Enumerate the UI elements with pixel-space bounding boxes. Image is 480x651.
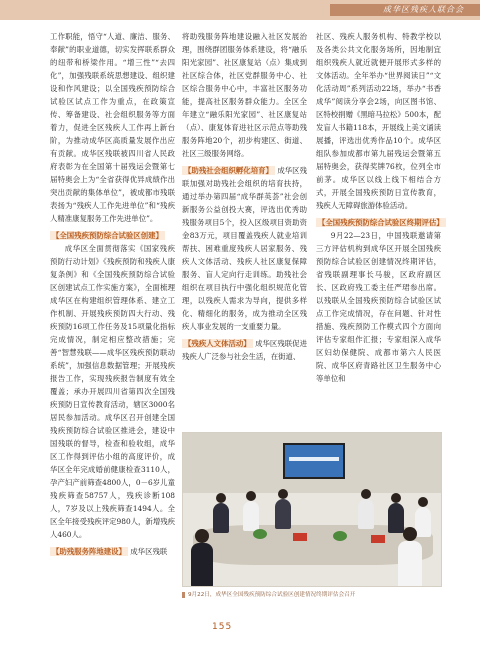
paragraph: 成华区全面贯彻落实《国家残疾预防行动计划》《残疾预防和残疾人康复条例》和《全国残疾预防综合试验区创建试点工作实施方案》，全面梳理成华区在构建组织管理体系、建立工作机制、开展残疾预防四大行动、残疾预防16项工作任务及15项量化指标完成情况，制定相应整改措施；完善“智慧残联——成华区残疾预防联动系统”，加强信息数据管理；开展残疾报告工作，实现残疾报告制度有效全覆盖；承办开展四川省第四次全国残疾预防日宣传教育活动，辖区3000名居民参加活动。成华区召开创建全国残疾预防综合试验区推进会，建设中国残联的督导，检查和验收组，成华区工作得到评估小组的高度评价，成华区全年完成婚前健康检查3110人，孕产妇产前筛查4800人，0－6岁儿童残疾筛查58757人，残疾诊断108人，7岁及以上残疾筛查1494人。全区全年接受残疾评定980人，新增残疾人460人。 — [50, 244, 175, 539]
projection-screen — [283, 443, 345, 479]
paragraph: 将助残服务阵地建设融入社区发展治理，围绕群团服务体系建设，将“融乐阳光家园”、社区康复站（点）集成到社区综合体，社区党群服务中心、社区综合服务中心中，丰富社区服务功能，提高社区服务群众能力。全区全年建立“融乐阳光家园”、社区康复站（点）、康复体育进社区示范点等助残服务阵地20个，初步构建区、街道、社区三级服务网络。 — [182, 32, 307, 158]
page-number: 155 — [212, 622, 233, 632]
column-1 — [50, 30, 175, 558]
paragraph: 9月22—23日，中国残联邀请第三方评估机构到成华区开展全国残疾预防综合试验区创建情况终期评估，省残联副理事长马骏，区政府副区长、区政府残工委主任严珺参出席。以残联从全国残疾预防综合试验区试点工作完成情况，存在问题、针对性措施、残疾预防工作模式四个方面向评估专家组作汇报；专家组深入成华区妇幼保健院、成都市第六人民医院、成华区府青路社区卫生服务中心等单位和 — [316, 231, 441, 383]
meeting-photo — [182, 432, 442, 587]
section-heading: 【助残服务阵地建设】 — [52, 547, 126, 556]
photo-caption: 9月22日，成华区全国残疾预防综合试验区创建情况终期评估会召开 — [182, 590, 442, 598]
paragraph: 社区、残疾人服务机构、特教学校以及各类公共文化服务场所，因地制宜组织残疾人就近就便开展形式多样的文体活动。全年举办“世界阅读日”“文化活动周”系列活动22场，举办“书香成华”阅读分享会2场，向区图书馆、区特校捐赠《黑暗马拉松》500本，配发盲人书籍118本，开展线上美文诵读展播，评选出优秀作品10个。成华区组队参加成都市第九届残运会暨第五届特奥会，获得奖牌76枚，位列全市前茅。成华区以线上线下相结合方式，开展全国残疾预防日宣传教育，残疾人无障碍旅游体验活动。 — [316, 32, 441, 210]
section-heading: 【残疾人文体活动】 — [184, 339, 251, 348]
header-band — [0, 0, 480, 20]
paragraph: 成华区残联 — [130, 547, 168, 556]
paragraph: 成华区残联加强对助残社会组织的培育扶持，通过举办第四届“成华群英荟”社会创新服务公益创投大赛，评选出优秀助残服务项目5个，投入区级项目资助资金83万元，项目覆盖残疾人就业培训帮扶、困难重度残疾人居家服务、残疾人文体活动、残疾人社区康复保障服务、盲人定向行走训练。助残社会组织在项目执行中强化组织规范化管理，以残疾人需求为导向，提供多样化、精细化的服务，成为推动全区残疾人事业发展的一支重要力量。 — [182, 166, 307, 331]
section-heading: 【全国残疾预防综合试验区创建】 — [52, 231, 163, 240]
section-heading: 【全国残疾预防综合试验区终期评估】 — [318, 218, 444, 227]
section-heading: 【助残社会组织孵化培育】 — [184, 166, 273, 175]
paragraph: 工作职能，悟守“人道、廉洁、服务、奉献”的职业道德，切实发挥联系群众的纽带和桥梁作用。“增三性”“去四化”，加强残联系统思想建设、组织建设和作风建设；以全国残疾预防综合试验区试点工作为重点，在政策宣传、筹备建设、社会组织服务等方面着力，促进全区残疾人工作再上新台阶，为推动成华区高质量发展作出应有贡献。成华区残联被四川省人民政府表彰为在全国第十届残运会暨第七届特奥会上为“全省获得优异成绩作出突出贡献的集体单位”，被成都市残联表扬为“残疾人工作先进单位”和“残疾人精准康复服务工作先进单位”。 — [50, 32, 175, 223]
running-title: 成华区残疾人联合会 — [383, 5, 464, 14]
column-3 — [316, 30, 444, 385]
paragraph: 成华区残联促进残疾人广泛参与社会生活，在街道、 — [182, 339, 307, 361]
column-2 — [182, 30, 307, 363]
